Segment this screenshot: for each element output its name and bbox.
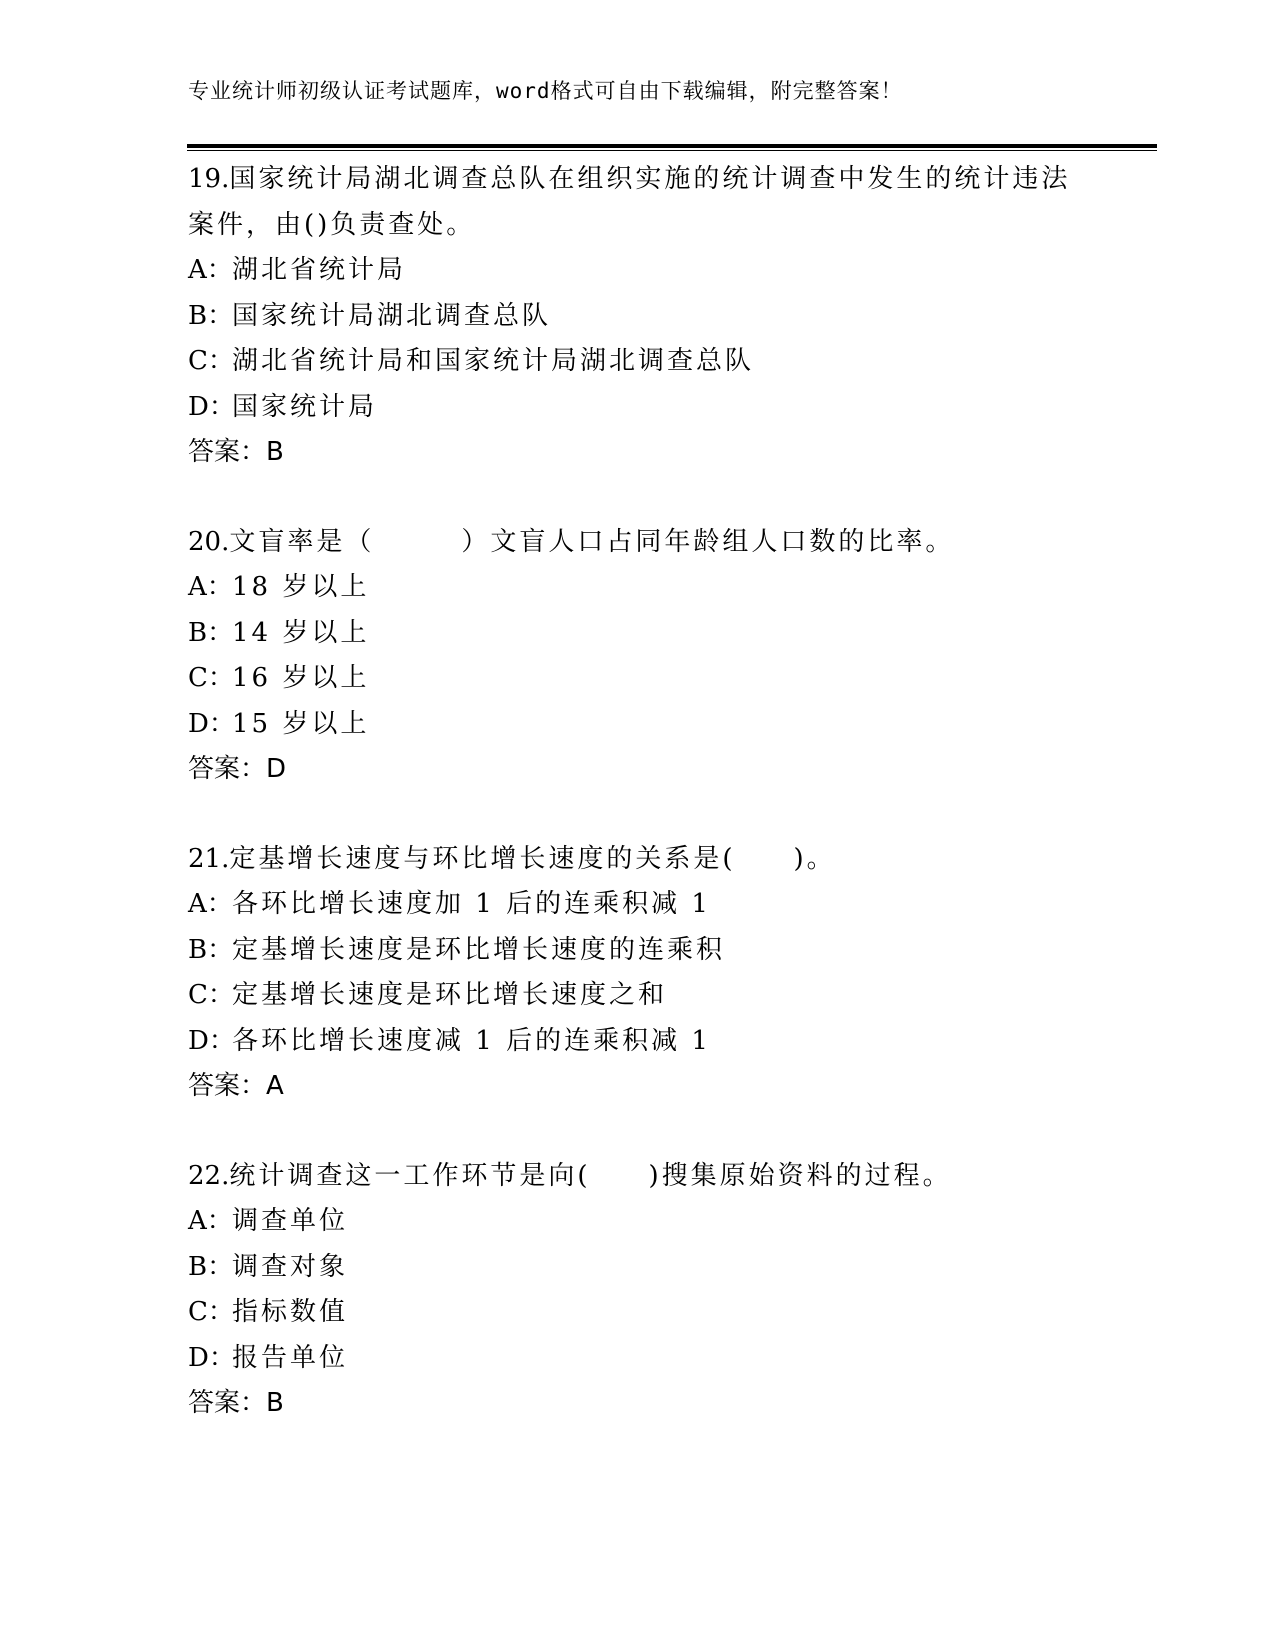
option-key: C： [188,1297,234,1327]
option-text: 报告单位 [232,1342,349,1373]
option-text: 16 岁以上 [232,663,370,693]
answer-line: 答案：B [188,1388,284,1418]
option-key: A： [188,572,233,602]
question-number: 20. [188,526,230,557]
option-d [188,1019,1108,1065]
option-text: 指标数值 [232,1297,349,1327]
option-text: 湖北省统计局 [232,255,407,285]
option-c [188,656,1108,702]
option-key: B： [188,617,234,648]
question-text-line: 文盲率是（ ）文盲人口占同年龄组人口数的比率。 [229,526,955,557]
option-text: 湖北省统计局和国家统计局湖北调查总队 [232,346,755,376]
question-number: 21. [188,843,230,874]
question-number: 19. [188,164,230,194]
question-text-line: 统计调查这一工作环节是向( )搜集原始资料的过程。 [229,1160,952,1191]
option-text: 定基增长速度是环比增长速度之和 [232,980,668,1010]
option-key: A： [188,255,233,285]
option-key: C： [188,346,234,376]
option-key: D： [188,1342,235,1373]
option-text: 18 岁以上 [232,572,370,602]
question-text-line: 案件，由()负责查处。 [188,209,476,240]
question-stem [188,520,1108,566]
option-a [188,248,1108,294]
answer-line: 答案：D [188,754,287,784]
answer-line: 答案：A [188,1071,284,1101]
option-key: D： [188,391,235,422]
option-a [188,565,1108,611]
option-a [188,882,1108,928]
option-text: 定基增长速度是环比增长速度的连乘积 [232,934,726,965]
question-list [188,157,1108,1471]
question-number: 22. [188,1160,230,1191]
option-b [188,294,1108,340]
question-19 [188,157,1108,476]
option-text: 15 岁以上 [232,708,370,739]
option-key: B： [188,1251,234,1282]
option-text: 各环比增长速度减 1 后的连乘积减 1 [232,1025,711,1056]
option-text: 各环比增长速度加 1 后的连乘积减 1 [232,889,711,919]
option-b [188,611,1108,657]
option-key: A： [188,1206,233,1236]
option-text: 国家统计局湖北调查总队 [232,300,552,331]
option-d [188,385,1108,431]
option-key: B： [188,300,234,331]
option-text: 调查单位 [232,1206,349,1236]
answer-line: 答案：B [188,437,284,467]
question-20 [188,520,1108,793]
question-21 [188,837,1108,1110]
option-c [188,1290,1108,1336]
question-stem [188,837,1108,883]
option-text: 调查对象 [232,1251,349,1282]
option-key: B： [188,934,234,965]
question-22 [188,1154,1108,1427]
question-text-line: 国家统计局湖北调查总队在组织实施的统计调查中发生的统计违法 [229,164,1071,194]
option-text: 14 岁以上 [232,617,370,648]
option-b [188,928,1108,974]
option-key: C： [188,980,234,1010]
option-b [188,1245,1108,1291]
option-d [188,702,1108,748]
header-divider [187,144,1157,148]
option-key: D： [188,1025,235,1056]
question-stem [188,157,1108,203]
option-key: A： [188,889,233,919]
option-text: 国家统计局 [232,391,378,422]
question-stem [188,1154,1108,1200]
question-text-line: 定基增长速度与环比增长速度的关系是( )。 [229,843,836,874]
option-key: C： [188,663,234,693]
option-key: D： [188,708,235,739]
option-d [188,1336,1108,1382]
option-c [188,339,1108,385]
option-c [188,973,1108,1019]
page-header: 专业统计师初级认证考试题库，word格式可自由下载编辑，附完整答案！ [188,79,903,103]
option-a [188,1199,1108,1245]
